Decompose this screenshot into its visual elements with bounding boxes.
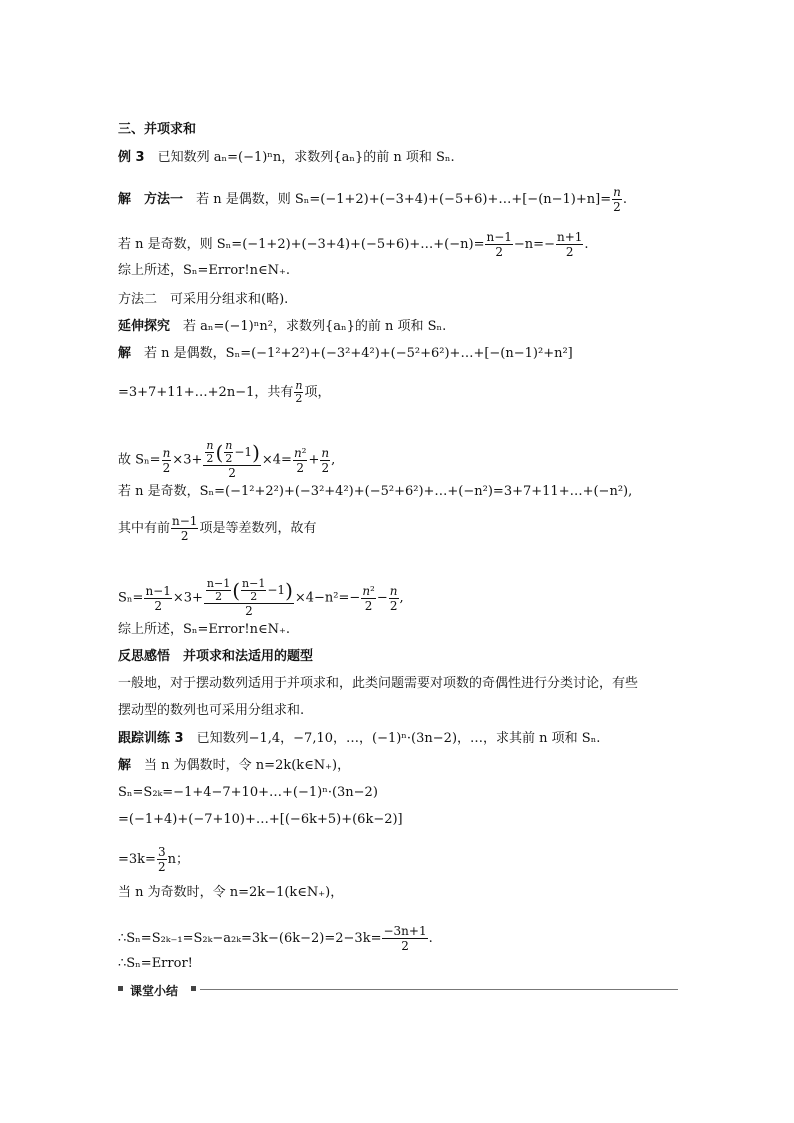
fraction: $\frac{n-1}{2}$ [486, 230, 512, 259]
extension-odd-result: Sₙ= $\frac{n-1}{2}$ ×3+ $\frac{n-1}{2}$ ( $\frac{n-1}{2}$ −1) 2 ×4−n²=− $\frac{\text{n²}}{2}$ − $\frac{n}{2}$ , [118, 577, 404, 618]
training-3-line-4: =3k= $\frac{3}{2}$ n； [118, 845, 189, 874]
class-summary-bar [118, 982, 678, 996]
fraction: $\frac{n}{2}$ ( $\frac{n}{2}$ −1) 2 [203, 440, 261, 480]
method-two: 方法二 可采用分组求和(略). [118, 292, 289, 307]
extension-even-result: 故 Sₙ= $\frac{n}{2}$ ×3+ $\frac{n}{2}$ ( $\frac{n}{2}$ −1) 2 ×4= $\frac{\text{n²}}{2}$ + $\frac{n}{2}$ , [118, 439, 336, 480]
fraction: $\frac{-3n+1}{2}$ [383, 924, 427, 953]
training-label: 跟踪训练 3 [118, 731, 184, 746]
extension-summary: 综上所述，Sₙ=Error!n∈N₊. [118, 622, 290, 637]
class-summary-title: 课堂小结 [130, 984, 179, 998]
even-case-text: 若 n 是偶数，则 Sₙ=(−1+2)+(−3+4)+(−5+6)+…+[−(n−1)+n]= [196, 192, 612, 207]
extension-problem: 延伸探究 若 aₙ=(−1)ⁿn²，求数列{aₙ}的前 n 项和 Sₙ. [118, 319, 447, 334]
training-3-line-5: 当 n 为奇数时，令 n=2k−1(k∈N₊)， [118, 885, 344, 900]
training-3-line-3: =(−1+4)+(−7+10)+…+[(−6k+5)+(6k−2)] [118, 812, 403, 827]
example-label: 例 3 [118, 150, 145, 165]
extension-sum-line: =3+7+11+…+2n−1，共有 $\frac{n}{2}$ 项， [118, 379, 331, 405]
solution-label: 解 [118, 192, 132, 207]
extension-odd-note: 其中有前 $\frac{n-1}{2}$ 项是等差数列，故有 [118, 514, 317, 543]
training-3-line-2: Sₙ=S₂ₖ=−1+4−7+10+…+(−1)ⁿ·(3n−2) [118, 785, 378, 800]
example-3-problem [118, 150, 455, 166]
section-heading: 三、并项求和 [118, 122, 197, 137]
extension-even-case: 解 若 n 是偶数，Sₙ=(−1²+2²)+(−3²+4²)+(−5²+6²)+…+[−(n−1)²+n²] [118, 346, 573, 361]
fraction: $\frac{n}{2}$ [613, 185, 621, 214]
fraction: $\frac{n-1}{2}$ ( $\frac{n-1}{2}$ −1) 2 [204, 578, 294, 618]
fraction: $\frac{n}{2}$ [321, 445, 330, 475]
example-3-summary: 综上所述，Sₙ=Error!n∈N₊. [118, 263, 290, 278]
training-3-line-6: ∴Sₙ=S₂ₖ₋₁=S₂ₖ−a₂ₖ=3k−(6k−2)=2−3k= $\frac{-3n+1}{2}$ . [118, 924, 433, 953]
fraction: $\frac{n-1}{2}$ [145, 583, 171, 613]
fraction: $\frac{n}{2}$ [389, 583, 398, 613]
solution-label: 解 [118, 758, 132, 773]
training-3-line-7: ∴Sₙ=Error! [118, 956, 193, 971]
reflection-label: 反思感悟 [118, 649, 171, 664]
method-one-label: 方法一 [144, 192, 184, 207]
fraction: $\frac{n-1}{2}$ [172, 514, 198, 543]
reflection-body-line-2: 摆动型的数列也可采用分组求和. [118, 703, 305, 718]
fraction: $\frac{3}{2}$ [157, 845, 166, 874]
example-3-odd-case: 若 n 是奇数，则 Sₙ=(−1+2)+(−3+4)+(−5+6)+…+(−n)= $\frac{n-1}{2}$ −n=− $\frac{n+1}{2}$ . [118, 230, 589, 259]
example-3-even-case: 解 方法一 若 n 是偶数，则 Sₙ=(−1+2)+(−3+4)+(−5+6)+…+[−(n−1)+n]= $\frac{n}{2}$ . [118, 185, 627, 214]
fraction: $\frac{n}{2}$ [295, 379, 303, 405]
fraction: $\frac{\text{n²}}{2}$ [362, 583, 375, 613]
fraction: $\frac{n}{2}$ [162, 445, 171, 475]
extension-odd-case: 若 n 是奇数，Sₙ=(−1²+2²)+(−3²+4²)+(−5²+6²)+…+(−n²)=3+7+11+…+(−n²), [118, 484, 633, 499]
reflection-body-line-1: 一般地，对于摆动数列适用于并项求和，此类问题需要对项数的奇偶性进行分类讨论，有些 [118, 676, 639, 691]
training-3-problem: 跟踪训练 3 已知数列−1,4，−7,10，…，(−1)ⁿ·(3n−2)，…，求其前 n 项和 Sₙ. [118, 731, 601, 746]
fraction: $\frac{n+1}{2}$ [556, 230, 583, 259]
training-3-line-1: 解 当 n 为偶数时，令 n=2k(k∈N₊)， [118, 758, 351, 773]
odd-case-text: 若 n 是奇数，则 Sₙ=(−1+2)+(−3+4)+(−5+6)+…+(−n)= [118, 237, 485, 252]
solution-label: 解 [118, 346, 132, 361]
reflection-title: 并项求和法适用的题型 [183, 649, 314, 664]
reflection-heading [118, 649, 313, 665]
fraction: $\frac{\text{n²}}{2}$ [293, 445, 307, 475]
square-bullet-icon [191, 986, 196, 991]
extension-label: 延伸探究 [118, 319, 171, 334]
divider [200, 989, 678, 990]
square-bullet-icon [118, 986, 123, 991]
example-text: 已知数列 aₙ=(−1)ⁿn，求数列{aₙ}的前 n 项和 Sₙ. [157, 150, 455, 165]
